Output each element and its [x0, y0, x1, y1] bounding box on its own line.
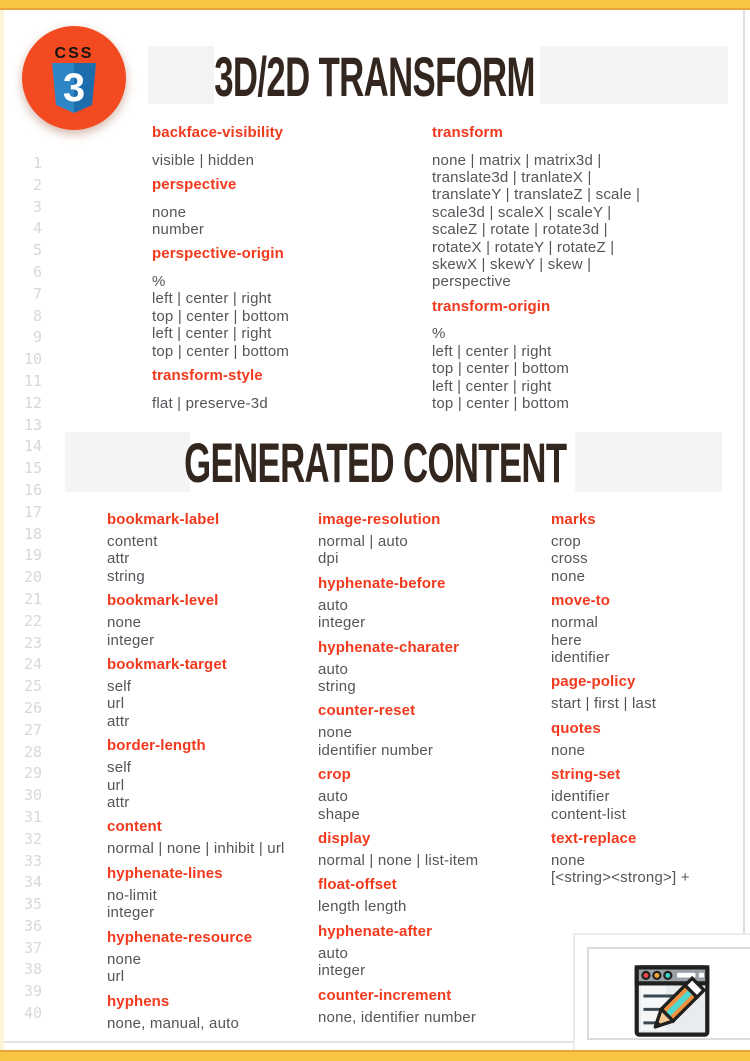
property-entry [318, 703, 538, 759]
property-value: % [152, 273, 166, 290]
line-number: 39 [23, 982, 42, 1001]
property-name: hyphenate-charater [318, 638, 460, 656]
property-values [551, 695, 741, 712]
property-values [107, 678, 312, 730]
line-number: 31 [23, 807, 42, 826]
property-values [107, 1015, 312, 1032]
property-entry [318, 640, 538, 696]
generated-content-column-2 [318, 512, 538, 1034]
property-values [107, 614, 312, 649]
property-name: quotes [551, 719, 601, 737]
property-value: self [107, 759, 132, 777]
generated-content-column-1 [107, 512, 312, 1040]
property-name: crop [318, 766, 351, 784]
property-value: left | center | right [432, 342, 552, 360]
section-title-generated-content [0, 432, 750, 492]
line-number: 15 [23, 459, 42, 478]
property-values [551, 852, 741, 887]
line-number: 33 [23, 851, 42, 870]
line-number: 3 [32, 197, 42, 216]
line-number: 19 [23, 546, 42, 565]
line-number: 20 [23, 568, 42, 587]
line-number: 10 [23, 350, 42, 369]
property-name: transform [432, 124, 503, 141]
property-values [107, 533, 312, 585]
property-values [551, 742, 741, 759]
property-entry [551, 593, 741, 666]
transform-column-right [432, 125, 732, 420]
property-values [432, 325, 732, 412]
property-value: length length [318, 898, 407, 916]
line-number: 17 [23, 502, 42, 521]
property-value: content [107, 533, 158, 550]
property-name: perspective [152, 176, 237, 193]
property-value: normal | none | inhibit | url [107, 840, 285, 858]
property-value: cross [551, 550, 588, 568]
property-value: none [152, 203, 187, 221]
property-name: hyphenate-resource [107, 928, 253, 946]
line-number: 7 [32, 284, 42, 303]
property-value: identifier [551, 788, 610, 806]
property-value: string [107, 567, 145, 585]
property-values [318, 945, 538, 980]
property-value: none [107, 950, 142, 968]
property-name: marks [551, 511, 596, 528]
property-values [107, 887, 312, 922]
property-value: integer [318, 962, 366, 980]
property-value: url [107, 968, 125, 986]
property-entry [551, 674, 741, 712]
property-values [107, 951, 312, 986]
property-value: identifier [551, 649, 610, 667]
property-values [318, 1009, 538, 1026]
line-number: 11 [23, 371, 42, 390]
property-values [318, 533, 538, 568]
property-values [318, 788, 538, 823]
property-value: auto [318, 596, 348, 614]
line-number: 5 [32, 241, 42, 260]
property-value: crop [551, 533, 581, 550]
property-value: none [107, 614, 142, 632]
line-number: 24 [23, 655, 42, 674]
line-number: 13 [23, 415, 42, 434]
property-value: none | matrix | matrix3d | [432, 151, 602, 169]
line-number: 40 [23, 1004, 42, 1023]
property-value: left | center | right [152, 325, 272, 343]
top-accent-bar [0, 0, 750, 10]
property-value: skewX | skewY | skew | [432, 256, 592, 274]
line-number: 37 [23, 938, 42, 957]
property-value: translateY | translateZ | scale | [432, 186, 641, 204]
property-value: content-list [551, 805, 626, 823]
property-entry [318, 576, 538, 632]
property-value: shape [318, 805, 360, 823]
line-number: 21 [23, 589, 42, 608]
content-bottom-divider [4, 1041, 573, 1043]
property-value: flat | preserve-3d [152, 394, 268, 412]
line-number: 28 [23, 742, 42, 761]
property-values [107, 840, 312, 857]
line-number: 27 [23, 720, 42, 739]
property-name: border-length [107, 737, 206, 755]
line-number: 34 [23, 873, 42, 892]
property-value: integer [318, 614, 366, 632]
property-value: % [432, 325, 446, 343]
property-values [432, 152, 732, 291]
bottom-accent-bar [0, 1050, 750, 1061]
property-entry [107, 738, 312, 811]
line-number: 22 [23, 611, 42, 630]
property-value: none, manual, auto [107, 1014, 240, 1032]
property-value: no-limit [107, 886, 157, 904]
line-number: 2 [32, 175, 42, 194]
property-value: left | center | right [152, 290, 272, 308]
property-value: left | center | right [432, 377, 552, 395]
property-name: perspective-origin [152, 245, 284, 263]
property-entry [152, 246, 427, 360]
property-value: none [551, 567, 586, 585]
property-value: none [551, 741, 586, 759]
property-values [152, 395, 427, 412]
property-value: here [551, 631, 582, 649]
property-entry [152, 368, 427, 412]
line-number: 12 [23, 393, 42, 412]
line-number: 38 [23, 960, 42, 979]
line-number: 32 [23, 829, 42, 848]
property-name: move-to [551, 592, 611, 610]
property-value: attr [107, 794, 130, 812]
property-value: scale3d | scaleX | scaleY | [432, 203, 612, 221]
property-entry [107, 657, 312, 730]
property-entry [318, 877, 538, 915]
property-entry [551, 767, 741, 823]
property-entry [318, 767, 538, 823]
property-value: url [107, 695, 125, 713]
property-entry [318, 924, 538, 980]
line-number: 4 [32, 219, 42, 238]
property-entry [551, 831, 741, 887]
property-name: hyphenate-lines [107, 864, 223, 882]
property-entry [432, 125, 732, 291]
section-title-text: 3D/2D TRANSFORM [214, 44, 536, 108]
line-number-gutter [0, 153, 42, 1025]
property-value: auto [318, 788, 348, 806]
property-value: normal [551, 614, 599, 632]
property-entry [551, 512, 741, 585]
property-value: none [318, 724, 353, 742]
property-value: scaleZ | rotate | rotate3d | [432, 221, 608, 239]
property-value: auto [318, 944, 348, 962]
property-name: counter-increment [318, 986, 452, 1004]
property-value: integer [107, 631, 155, 649]
property-entry [107, 593, 312, 649]
property-value: normal | none | list-item [318, 852, 479, 870]
line-number: 14 [23, 437, 42, 456]
property-value: attr [107, 712, 130, 730]
line-number: 16 [23, 480, 42, 499]
property-value: number [152, 221, 205, 238]
line-number: 36 [23, 916, 42, 935]
property-value: visible | hidden [152, 151, 255, 169]
section-title-text: GENERATED CONTENT [183, 430, 567, 494]
property-values [318, 852, 538, 869]
property-value: start | first | last [551, 695, 657, 713]
property-name: image-resolution [318, 511, 441, 528]
line-number: 23 [23, 633, 42, 652]
transform-column-left [152, 125, 427, 420]
property-values [551, 533, 741, 585]
property-value: top | center | bottom [432, 360, 570, 378]
property-name: float-offset [318, 876, 397, 894]
property-name: transform-style [152, 367, 263, 385]
line-number: 1 [32, 154, 42, 172]
generated-content-column-3 [551, 512, 741, 895]
right-border-line [743, 10, 745, 1050]
property-name: text-replace [551, 830, 637, 848]
property-name: bookmark-label [107, 511, 220, 528]
property-value: normal | auto [318, 533, 408, 550]
property-entry [107, 994, 312, 1032]
property-name: hyphenate-after [318, 922, 433, 940]
line-number: 29 [23, 764, 42, 783]
property-value: top | center | bottom [432, 395, 570, 413]
property-values [551, 788, 741, 823]
property-name: string-set [551, 766, 621, 784]
property-value: url [107, 776, 125, 794]
property-name: page-policy [551, 673, 636, 691]
property-name: hyphens [107, 992, 170, 1010]
property-values [152, 273, 427, 360]
property-values [318, 724, 538, 759]
line-number: 35 [23, 895, 42, 914]
line-number: 26 [23, 698, 42, 717]
property-entry [152, 177, 427, 238]
property-name: backface-visibility [152, 124, 284, 141]
property-value: dpi [318, 550, 339, 568]
property-entry [551, 721, 741, 759]
property-value: rotateX | rotateY | rotateZ | [432, 238, 615, 256]
property-values [318, 661, 538, 696]
property-values [318, 898, 538, 915]
property-value: translate3d | tranlateX | [432, 169, 592, 186]
property-entry [318, 988, 538, 1026]
property-values [152, 152, 427, 169]
property-name: display [318, 830, 371, 848]
property-entry [432, 299, 732, 413]
property-values [551, 614, 741, 666]
property-value: none [551, 852, 586, 870]
property-value: identifier number [318, 741, 434, 759]
property-value: perspective [432, 273, 511, 291]
property-values [107, 759, 312, 811]
property-value: top | center | bottom [152, 307, 290, 325]
property-name: content [107, 818, 162, 836]
logo-css-text: CSS [54, 45, 94, 62]
property-value: self [107, 678, 132, 696]
line-number: 18 [23, 524, 42, 543]
section-title-transform [0, 46, 750, 106]
property-values [152, 204, 427, 239]
property-entry [318, 512, 538, 568]
property-value: string [318, 678, 356, 696]
line-number: 30 [23, 786, 42, 805]
line-number: 8 [32, 306, 42, 325]
property-entry [152, 125, 427, 169]
property-values [318, 597, 538, 632]
property-value: none, identifier number [318, 1008, 477, 1026]
property-value: [<string><strong>] + [551, 869, 690, 887]
property-value: top | center | bottom [152, 342, 290, 360]
browser-edit-icon [630, 959, 714, 1043]
property-value: attr [107, 550, 130, 568]
property-value: integer [107, 904, 155, 922]
property-name: counter-reset [318, 702, 416, 720]
property-value: auto [318, 660, 348, 678]
line-number: 9 [32, 328, 42, 347]
logo-3-text: 3 [62, 66, 86, 110]
property-entry [107, 866, 312, 922]
line-number: 25 [23, 677, 42, 696]
property-name: hyphenate-before [318, 574, 446, 592]
property-name: transform-origin [432, 297, 551, 315]
line-number: 6 [32, 262, 42, 281]
property-entry [107, 819, 312, 857]
property-name: bookmark-level [107, 592, 219, 610]
property-entry [107, 512, 312, 585]
property-name: bookmark-target [107, 656, 227, 674]
property-entry [318, 831, 538, 869]
property-entry [107, 930, 312, 986]
